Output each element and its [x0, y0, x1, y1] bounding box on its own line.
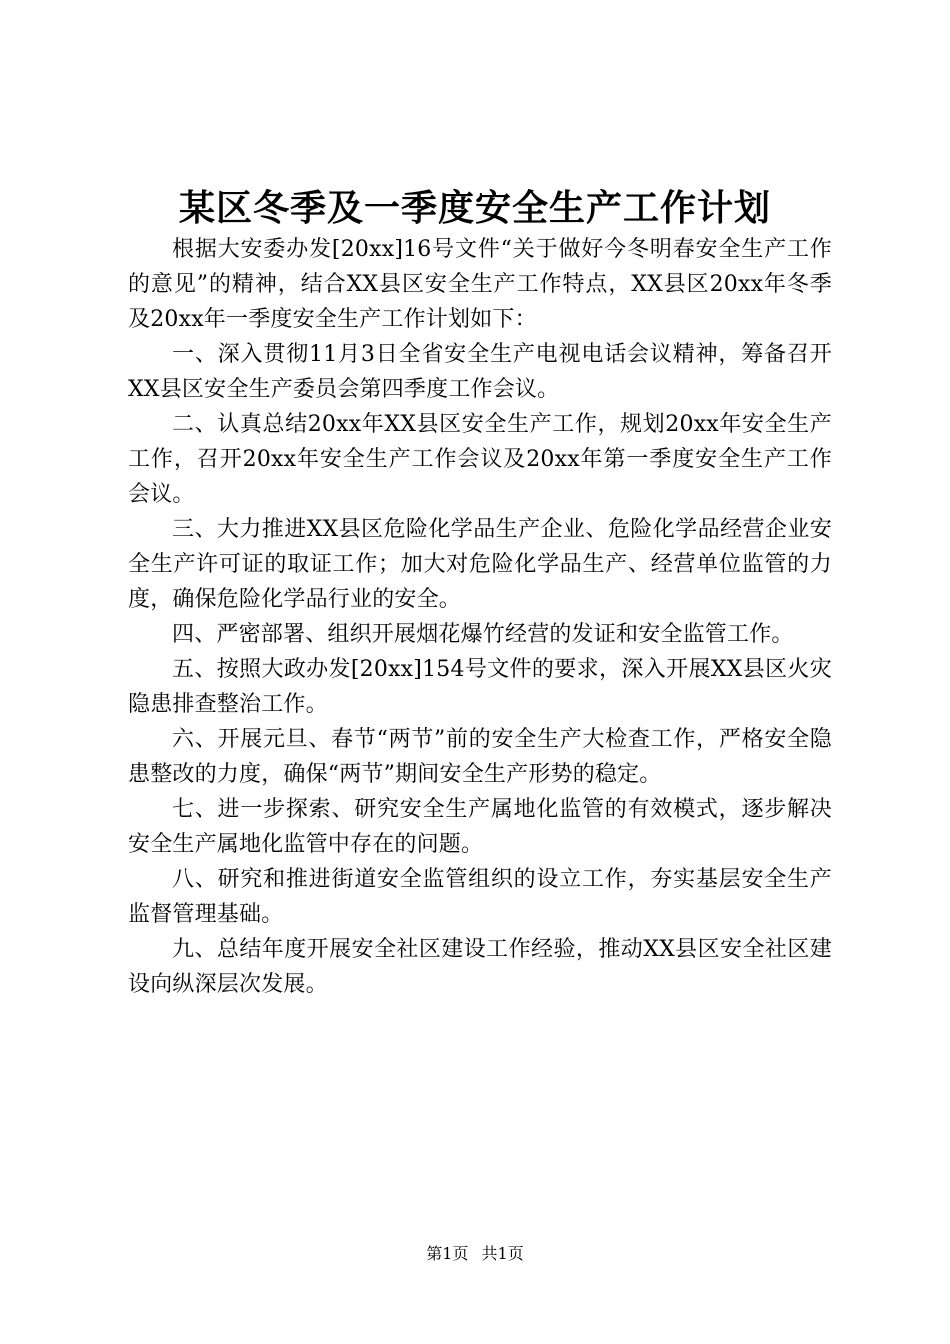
document-body [128, 232, 832, 1002]
paragraph-item-1: 一、深入贯彻11月3日全省安全生产电视电话会议精神，筹备召开XX县区安全生产委员会第四季度工作会议。 [128, 342, 832, 402]
page-number-current: 第1页 [426, 1244, 469, 1263]
paragraph-item-6: 六、开展元旦、春节“两节”前的安全生产大检查工作，严格安全隐患整改的力度，确保“两节”期间安全生产形势的稳定。 [128, 727, 832, 787]
paragraph-item-8: 八、研究和推进街道安全监管组织的设立工作，夯实基层安全生产监督管理基础。 [128, 867, 832, 927]
paragraph-item-3: 三、大力推进XX县区危险化学品生产企业、危险化学品经营企业安全生产许可证的取证工作；加大对危险化学品生产、经营单位监管的力度，确保危险化学品行业的安全。 [128, 517, 832, 612]
paragraph-item-4: 四、严密部署、组织开展烟花爆竹经营的发证和安全监管工作。 [172, 622, 794, 647]
paragraph-item-9: 九、总结年度开展安全社区建设工作经验，推动XX县区安全社区建设向纵深层次发展。 [128, 937, 832, 997]
page-footer [0, 1243, 950, 1265]
page-number-total: 共1页 [481, 1244, 524, 1263]
paragraph-intro: 根据大安委办发[20xx]16号文件“关于做好今冬明春安全生产工作的意见”的精神，结合XX县区安全生产工作特点，XX县区20xx年冬季及20xx年一季度安全生产工作计划如下： [128, 237, 832, 332]
paragraph-item-5: 五、按照大政办发[20xx]154号文件的要求，深入开展XX县区火灾隐患排查整治工作。 [128, 657, 832, 717]
document-title: 某区冬季及一季度安全生产工作计划 [178, 187, 771, 229]
paragraph-item-2: 二、认真总结20xx年XX县区安全生产工作，规划20xx年安全生产工作，召开20xx年安全生产工作会议及20xx年第一季度安全生产工作会议。 [128, 412, 832, 507]
paragraph-item-7: 七、进一步探索、研究安全生产属地化监管的有效模式，逐步解决安全生产属地化监管中存在的问题。 [128, 797, 832, 857]
